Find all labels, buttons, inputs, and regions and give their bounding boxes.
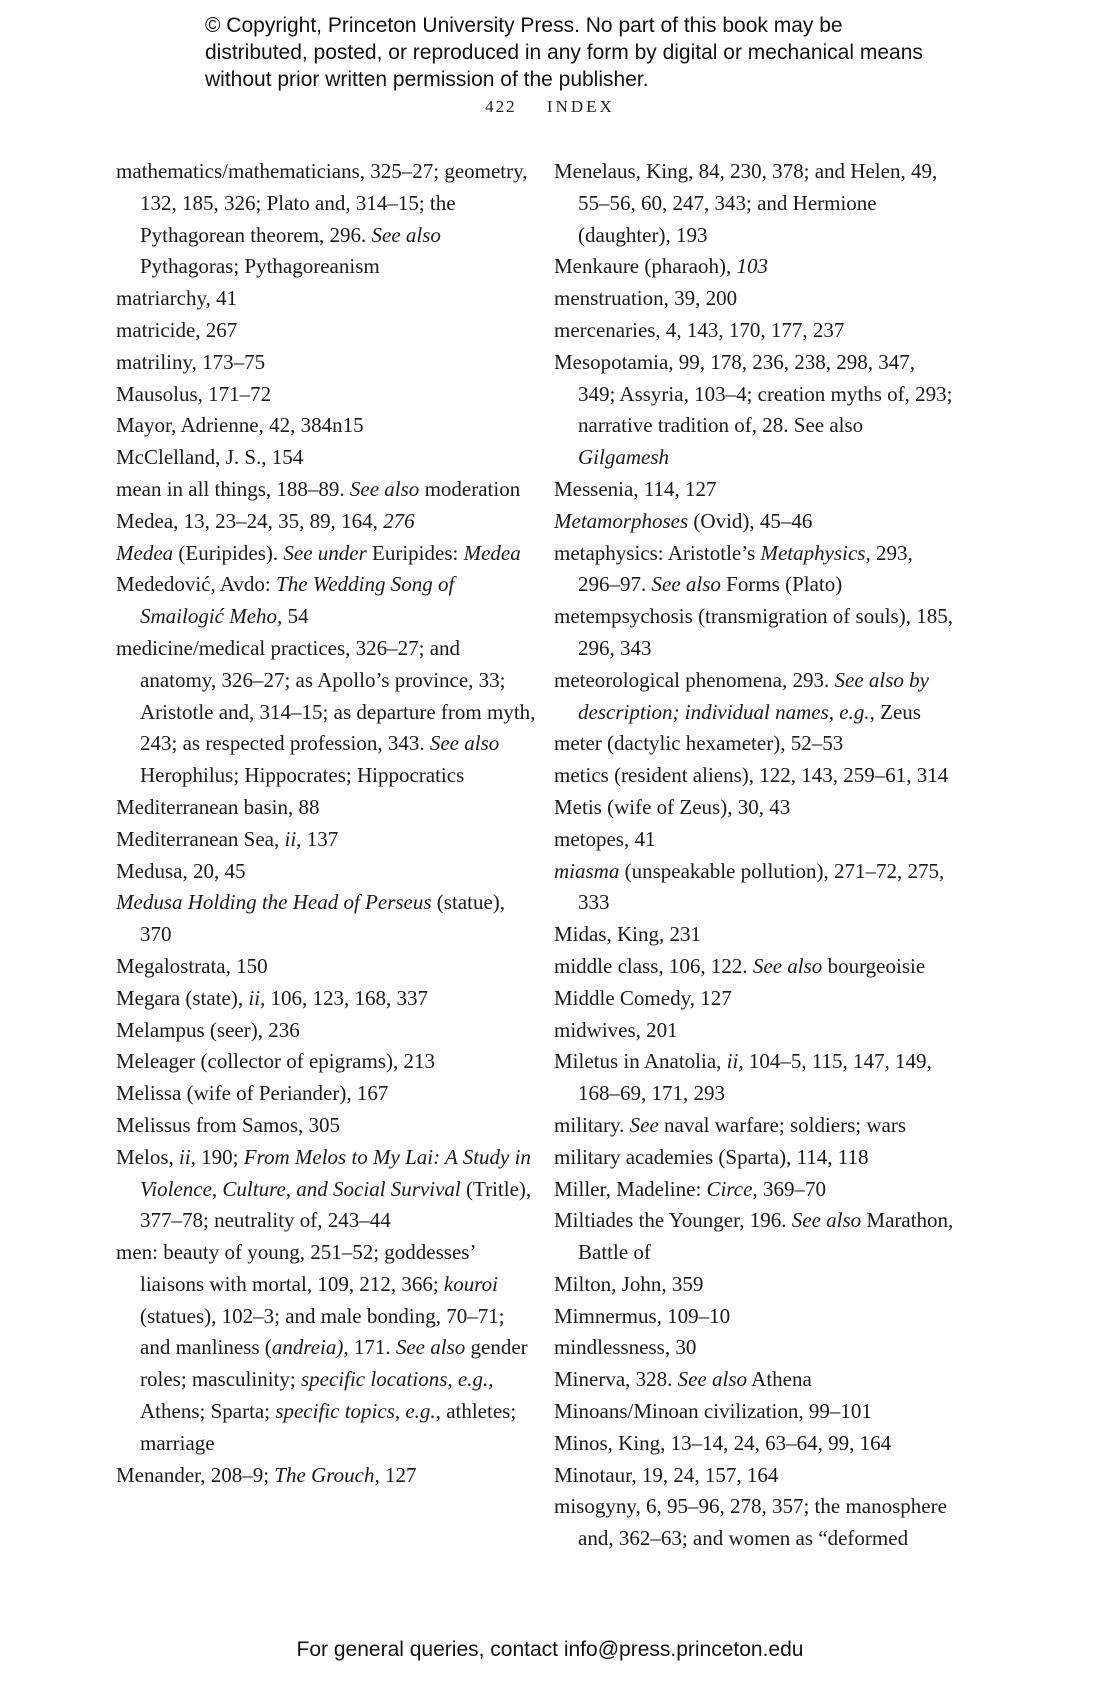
index-entry	[554, 1301, 954, 1333]
index-entry	[116, 156, 536, 283]
index-entry-text: matricide, 267	[116, 317, 238, 342]
index-entry-text: Minerva, 328.	[554, 1367, 678, 1392]
index-entry-text: 369–70	[757, 1176, 826, 1201]
index-entry-text: (Euripides).	[173, 540, 284, 565]
index-entry-text: misogyny, 6, 95–96, 278, 357; the manosphere and, 362–63; and women as “deformed	[554, 1494, 947, 1551]
index-entry-text: Athens; Sparta;	[140, 1399, 276, 1424]
index-entry-text: Athena	[747, 1367, 812, 1392]
index-entry-text: military.	[554, 1112, 630, 1137]
index-entry	[116, 347, 536, 379]
index-entry-text: Messenia, 114, 127	[554, 476, 717, 501]
index-entry-text: See also	[677, 1367, 748, 1392]
index-entry	[116, 474, 536, 506]
index-entry-text: military academies (Sparta), 114, 118	[554, 1144, 869, 1169]
index-entry-text: Mediterranean Sea,	[116, 826, 285, 851]
index-entry	[116, 951, 536, 983]
index-entry	[554, 856, 954, 920]
index-entry-text: Mededović, Avdo:	[116, 572, 277, 597]
index-entry-text: matriliny, 173–75	[116, 349, 266, 374]
index-entry-text: Mayor, Adrienne, 42, 384n15	[116, 413, 364, 438]
index-column-left	[116, 156, 536, 1491]
index-entry	[116, 887, 536, 951]
index-entry-text: metaphysics: Aristotle’s	[554, 540, 761, 565]
index-column-right	[554, 156, 954, 1555]
index-entry-text: ii,	[179, 1144, 196, 1169]
index-entry-text: The Grouch,	[274, 1462, 380, 1487]
index-entry-text: Minotaur, 19, 24, 157, 164	[554, 1462, 779, 1487]
index-entry-text: Circe,	[706, 1176, 758, 1201]
index-entry	[554, 1142, 954, 1174]
index-entry-text: See	[629, 1112, 659, 1137]
index-entry-text: Medusa, 20, 45	[116, 858, 246, 883]
index-entry-text: Midas, King, 231	[554, 922, 701, 947]
index-entry	[554, 1332, 954, 1364]
index-entry-text: specific locations, e.g.,	[300, 1367, 494, 1392]
index-entry-text: 171.	[348, 1335, 396, 1360]
index-entry	[116, 442, 536, 474]
index-entry-text: Miletus in Anatolia,	[554, 1049, 727, 1074]
index-entry-text: meteorological phenomena, 293.	[554, 667, 835, 692]
index-entry	[116, 1460, 536, 1492]
index-entry	[116, 1078, 536, 1110]
index-entry-text: Metaphysics,	[760, 540, 871, 565]
index-entry-text: gender roles; masculinity;	[140, 1335, 528, 1392]
index-entry-text: Mediterranean basin, 88	[116, 794, 320, 819]
index-entry-text: From Melos to My Lai: A Study in Violence, Culture, and Social Survival	[140, 1144, 531, 1201]
index-entry-text: men: beauty of young, 251–52; goddesses’ liaisons with mortal, 109, 212, 366;	[116, 1240, 475, 1296]
index-entry-text: (Ovid), 45–46	[688, 508, 813, 533]
index-entry	[554, 1364, 954, 1396]
index-entry-text: ii,	[726, 1049, 744, 1074]
index-entry	[554, 983, 954, 1015]
index-entry-text: Marathon, Battle of	[578, 1208, 954, 1265]
index-entry-text: Mesopotamia, 99, 178, 236, 238, 298, 347, 349; Assyria, 103–4; creation myths of, 293; narrative tradition of, 28. See also	[554, 349, 953, 438]
index-entry-text: bourgeoisie	[822, 953, 926, 978]
index-entry-text: (statue), 370	[140, 890, 506, 947]
index-entry	[554, 1396, 954, 1428]
index-entry-text: See also	[752, 953, 823, 978]
index-entry	[554, 601, 954, 665]
footer-contact: For general queries, contact info@press.princeton.edu	[296, 1638, 804, 1661]
index-entry	[116, 824, 536, 856]
index-entry	[116, 983, 536, 1015]
index-entry-text: 137	[301, 826, 339, 851]
index-entry-text: Middle Comedy, 127	[554, 985, 732, 1010]
index-entry-text: ii,	[284, 826, 302, 851]
index-entry	[116, 283, 536, 315]
index-entry-text: Zeus	[874, 699, 921, 724]
index-entry	[554, 506, 954, 538]
index-entry	[554, 283, 954, 315]
index-entry-text: 106, 123, 168, 337	[265, 985, 429, 1010]
index-entry-text: 104–5, 115, 147, 149, 168–69, 171, 293	[578, 1049, 932, 1106]
index-entry	[554, 1460, 954, 1492]
index-entry-text: Minos, King, 13–14, 24, 63–64, 99, 164	[554, 1430, 892, 1455]
index-entry-text: athletes; marriage	[140, 1399, 517, 1455]
index-entry	[116, 792, 536, 824]
index-entry-text: meter (dactylic hexameter), 52–53	[554, 731, 844, 756]
index-entry-text: Melos,	[116, 1144, 179, 1169]
index-entry	[116, 1142, 536, 1237]
index-entry	[554, 728, 954, 760]
index-entry-text: moderation	[419, 476, 521, 501]
index-entry-text: See also	[395, 1335, 466, 1360]
index-entry	[116, 1015, 536, 1047]
index-entry-text: Metis (wife of Zeus), 30, 43	[554, 794, 791, 819]
index-entry-text: The Wedding Song of Smailogić Meho,	[140, 572, 455, 629]
index-entry	[116, 569, 536, 633]
index-entry-text: (unspeakable pollution), 271–72, 275, 333	[578, 858, 945, 915]
index-entry-text: Gilgamesh	[578, 445, 669, 470]
index-entry	[554, 792, 954, 824]
index-entry-text: metopes, 41	[554, 826, 656, 851]
index-entry-text: See also by description; individual names, e.g.,	[578, 667, 929, 724]
index-entry-text: Medea, 13, 23–24, 35, 89, 164,	[116, 508, 384, 533]
index-entry-text: Mimnermus, 109–10	[554, 1303, 731, 1328]
index-entry-text: Menkaure (pharaoh),	[554, 254, 737, 279]
copyright-notice: © Copyright, Princeton University Press. No part of this book may be distributed, posted, or reproduced in any form by digital or mechanical means without prior written permission of the publisher.	[205, 14, 923, 91]
index-entry	[116, 379, 536, 411]
index-entry-text: Metamorphoses	[554, 508, 689, 533]
index-entry-text: Medea	[463, 540, 521, 565]
index-entry	[116, 1046, 536, 1078]
index-entry-text: mercenaries, 4, 143, 170, 177, 237	[554, 317, 845, 342]
index-entry-text: mindlessness, 30	[554, 1335, 697, 1360]
index-entry-text: Medusa Holding the Head of Perseus	[116, 890, 432, 915]
index-entry-text: Melissus from Samos, 305	[116, 1112, 341, 1137]
index-entry-text: andreia),	[271, 1335, 349, 1360]
index-entry-text: midwives, 201	[554, 1017, 678, 1042]
index-entry	[116, 538, 536, 570]
index-entry-text: See also	[651, 572, 721, 597]
index-entry-text: Megara (state),	[116, 985, 249, 1010]
index-entry-text: (statues), 102–3; and male bonding, 70–71; and manliness (	[140, 1303, 505, 1360]
index-entry	[554, 474, 954, 506]
index-entry-text: Megalostrata, 150	[116, 953, 268, 978]
index-entry-text: Medea	[116, 540, 174, 565]
index-entry	[554, 315, 954, 347]
index-entry-text: 190;	[195, 1144, 244, 1169]
index-entry-text: 127	[379, 1462, 417, 1487]
index-entry-text: Menander, 208–9;	[116, 1462, 275, 1487]
index-entry-text: metics (resident aliens), 122, 143, 259–61, 314	[554, 763, 949, 788]
index-entry-text: Meleager (collector of epigrams), 213	[116, 1049, 435, 1074]
index-entry-text: metempsychosis (transmigration of souls), 185, 296, 343	[554, 604, 953, 660]
index-entry-text: Melampus (seer), 236	[116, 1017, 300, 1042]
index-entry-text: See also	[429, 731, 500, 756]
index-entry-text: mean in all things, 188–89.	[116, 476, 350, 501]
index-entry	[554, 251, 954, 283]
index-entry-text: Melissa (wife of Periander), 167	[116, 1081, 389, 1106]
index-entry	[554, 951, 954, 983]
index-entry	[554, 1491, 954, 1555]
index-entry	[554, 156, 954, 251]
index-entry-text: Herophilus; Hippocrates; Hippocratics	[140, 763, 465, 788]
index-entry-text: See also	[371, 222, 441, 247]
index-entry	[554, 347, 954, 474]
index-entry-text: specific topics, e.g.,	[275, 1399, 441, 1424]
index-entry-text: matriarchy, 41	[116, 286, 238, 311]
index-entry-text: See also	[791, 1208, 862, 1233]
index-entry	[554, 919, 954, 951]
index-entry-text: 276	[383, 508, 415, 533]
index-entry-text: 103	[736, 254, 768, 279]
index-entry	[554, 1110, 954, 1142]
index-entry	[116, 1110, 536, 1142]
index-entry-text: ii,	[248, 985, 266, 1010]
index-entry	[554, 665, 954, 729]
index-entry	[116, 633, 536, 792]
index-entry-text: 293, 296–97.	[578, 540, 913, 597]
index-entry	[554, 1015, 954, 1047]
index-entry-text: middle class, 106, 122.	[554, 953, 753, 978]
index-entry	[554, 1269, 954, 1301]
index-entry	[554, 538, 954, 602]
index-entry-text: Forms (Plato)	[720, 572, 843, 597]
index-entry-text: miasma	[554, 858, 620, 883]
index-entry	[116, 856, 536, 888]
index-entry-text: naval warfare; soldiers; wars	[658, 1112, 907, 1137]
index-entry	[116, 506, 536, 538]
index-entry	[554, 1046, 954, 1110]
index-entry-text: Minoans/Minoan civilization, 99–101	[554, 1399, 872, 1424]
index-entry-text: mathematics/mathematicians, 325–27; geometry, 132, 185, 326; Plato and, 314–15; the Pythagorean theorem, 296.	[116, 159, 528, 247]
index-entry-text: Euripides:	[366, 540, 464, 565]
index-entry	[116, 410, 536, 442]
index-entry-text: See also	[349, 476, 420, 501]
index-entry	[554, 1205, 954, 1269]
index-entry-text: Miller, Madeline:	[554, 1176, 707, 1201]
index-entry-text: McClelland, J. S., 154	[116, 445, 304, 470]
page-number: 422	[485, 97, 517, 116]
index-entry	[554, 760, 954, 792]
index-entry-text: Miltiades the Younger, 196.	[554, 1208, 792, 1233]
index-entry-text: menstruation, 39, 200	[554, 286, 738, 311]
index-entry-text: Menelaus, King, 84, 230, 378; and Helen, 49, 55–56, 60, 247, 343; and Hermione (daughter), 193	[554, 159, 938, 247]
index-entry-text: Milton, John, 359	[554, 1271, 704, 1296]
index-entry-text: (Tritle), 377–78; neutrality of, 243–44	[140, 1176, 532, 1233]
index-entry-text: Mausolus, 171–72	[116, 381, 272, 406]
index-entry	[116, 1237, 536, 1460]
index-entry-text: kouroi	[443, 1271, 498, 1296]
running-head	[0, 97, 1100, 117]
index-entry-text: Pythagoras; Pythagoreanism	[140, 254, 380, 279]
section-title: INDEX	[546, 97, 615, 116]
index-entry	[554, 824, 954, 856]
index-entry-text: medicine/medical practices, 326–27; and anatomy, 326–27; as Apollo’s province, 33; Aristotle and, 314–15; as departure from myth, 243; as respected profession, 343.	[116, 635, 536, 756]
index-entry-text: See under	[283, 540, 367, 565]
index-entry	[554, 1428, 954, 1460]
index-entry-text: 54	[282, 604, 309, 629]
index-entry	[116, 315, 536, 347]
index-entry	[554, 1174, 954, 1206]
